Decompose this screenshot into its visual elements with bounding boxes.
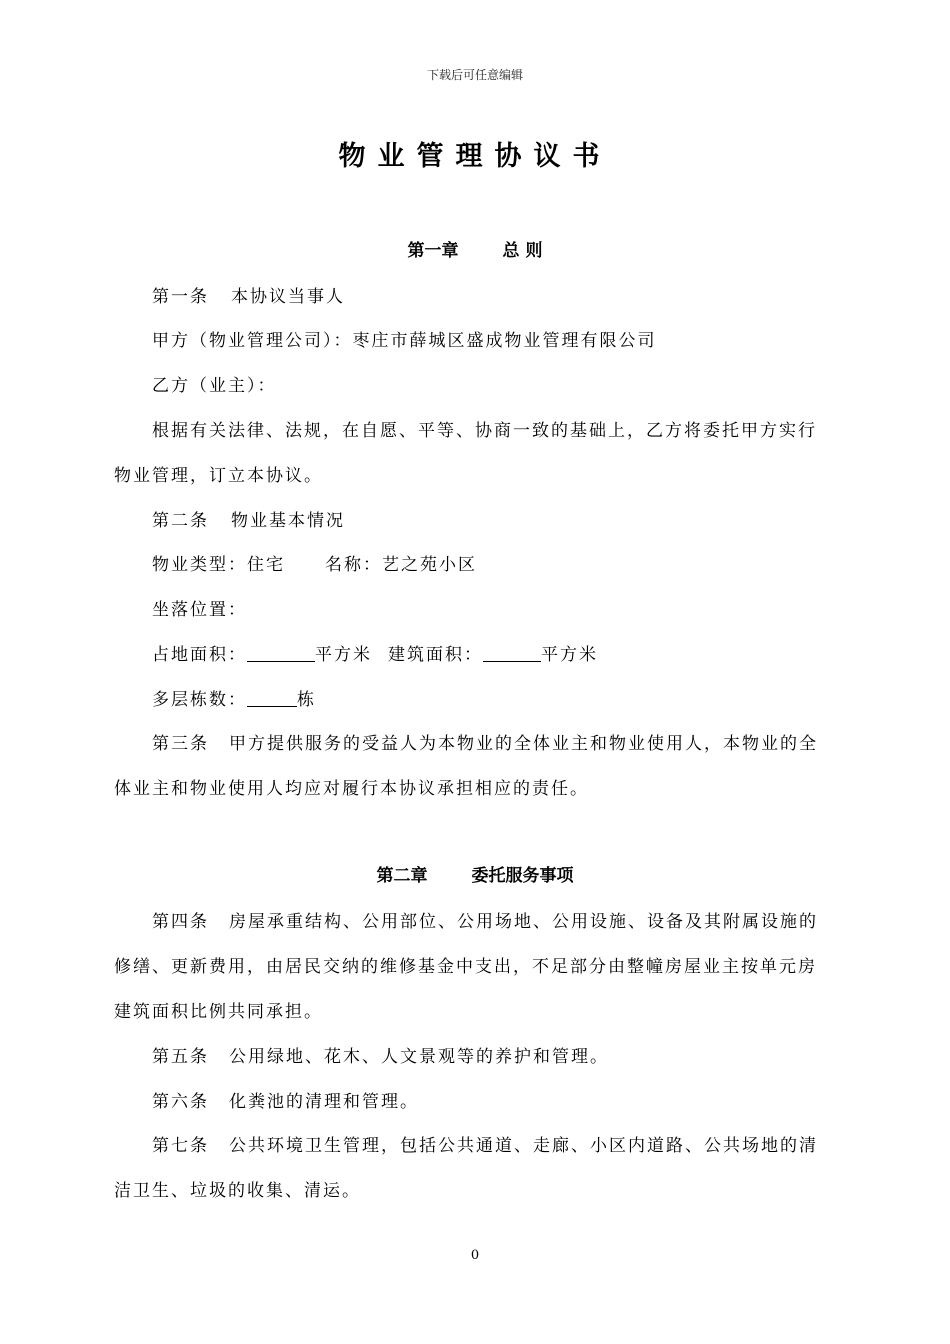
article-7-number: 第七条 — [152, 1136, 209, 1156]
building-area-unit: 平方米 — [541, 645, 598, 665]
article-4-line-1 — [152, 907, 818, 932]
article-4-number: 第四条 — [152, 912, 209, 932]
chapter-2-heading — [0, 861, 950, 886]
floors-label: 多层栋数： — [152, 690, 247, 710]
property-name: 名称：艺之苑小区 — [325, 555, 477, 575]
article-5-text: 公用绿地、花木、人文景观等的养护和管理。 — [229, 1047, 609, 1067]
article-4-line-2: 修缮、更新费用，由居民交纳的维修基金中支出，不足部分由整幢房屋业主按单元房 — [114, 957, 817, 977]
article-7-line-1 — [152, 1131, 818, 1156]
article-3-line-1 — [152, 729, 818, 754]
article-1-text: 本协议当事人 — [231, 287, 345, 307]
floors-unit: 栋 — [297, 690, 316, 710]
article-3-number: 第三条 — [152, 734, 209, 754]
document-title: 物业管理协议书 — [338, 141, 612, 172]
land-area-unit: 平方米 — [315, 645, 372, 665]
article-6-text: 化粪池的清理和管理。 — [229, 1092, 419, 1112]
area-line — [152, 640, 598, 665]
chapter-1-heading — [0, 236, 950, 261]
land-area-label: 占地面积： — [152, 645, 247, 665]
page-number: 0 — [470, 1248, 480, 1263]
article-4-text-1: 房屋承重结构、公用部位、公用场地、公用设施、设备及其附属设施的 — [229, 912, 818, 932]
article-2 — [152, 506, 345, 531]
location: 坐落位置： — [152, 600, 247, 620]
article-5-number: 第五条 — [152, 1047, 209, 1067]
article-1 — [152, 282, 345, 307]
article-3-line-2: 体业主和物业使用人均应对履行本协议承担相应的责任。 — [114, 779, 589, 799]
article-4-line-3: 建筑面积比例共同承担。 — [114, 1002, 323, 1022]
property-type-line — [152, 550, 477, 575]
chapter-1-number: 第一章 — [407, 241, 459, 261]
article-5 — [152, 1042, 609, 1067]
chapter-1-name: 总 则 — [502, 241, 543, 261]
land-area-blank — [247, 647, 315, 662]
chapter-2-name: 委托服务事项 — [471, 866, 574, 886]
building-area-label: 建筑面积： — [388, 645, 483, 665]
party-b: 乙方（业主）： — [152, 376, 277, 396]
article-3-text-1: 甲方提供服务的受益人为本物业的全体业主和物业使用人，本物业的全 — [229, 734, 818, 754]
party-a: 甲方（物业管理公司）：枣庄市薛城区盛成物业管理有限公司 — [152, 331, 657, 351]
floors-line — [152, 685, 316, 710]
header-note: 下载后可任意编辑 — [426, 68, 523, 82]
preamble-line-2: 物业管理，订立本协议。 — [114, 466, 323, 486]
floors-blank — [247, 692, 297, 707]
chapter-2-number: 第二章 — [376, 866, 428, 886]
article-1-number: 第一条 — [152, 287, 209, 307]
article-7-line-2: 洁卫生、垃圾的收集、清运。 — [114, 1181, 361, 1201]
building-area-blank — [483, 647, 541, 662]
article-6-number: 第六条 — [152, 1092, 209, 1112]
article-2-text: 物业基本情况 — [231, 511, 345, 531]
article-2-number: 第二条 — [152, 511, 209, 531]
preamble-line-1: 根据有关法律、法规，在自愿、平等、协商一致的基础上，乙方将委托甲方实行 — [152, 421, 817, 441]
article-7-text-1: 公共环境卫生管理，包括公共通道、走廊、小区内道路、公共场地的清 — [229, 1136, 818, 1156]
property-type: 物业类型：住宅 — [152, 555, 285, 575]
article-6 — [152, 1087, 419, 1112]
